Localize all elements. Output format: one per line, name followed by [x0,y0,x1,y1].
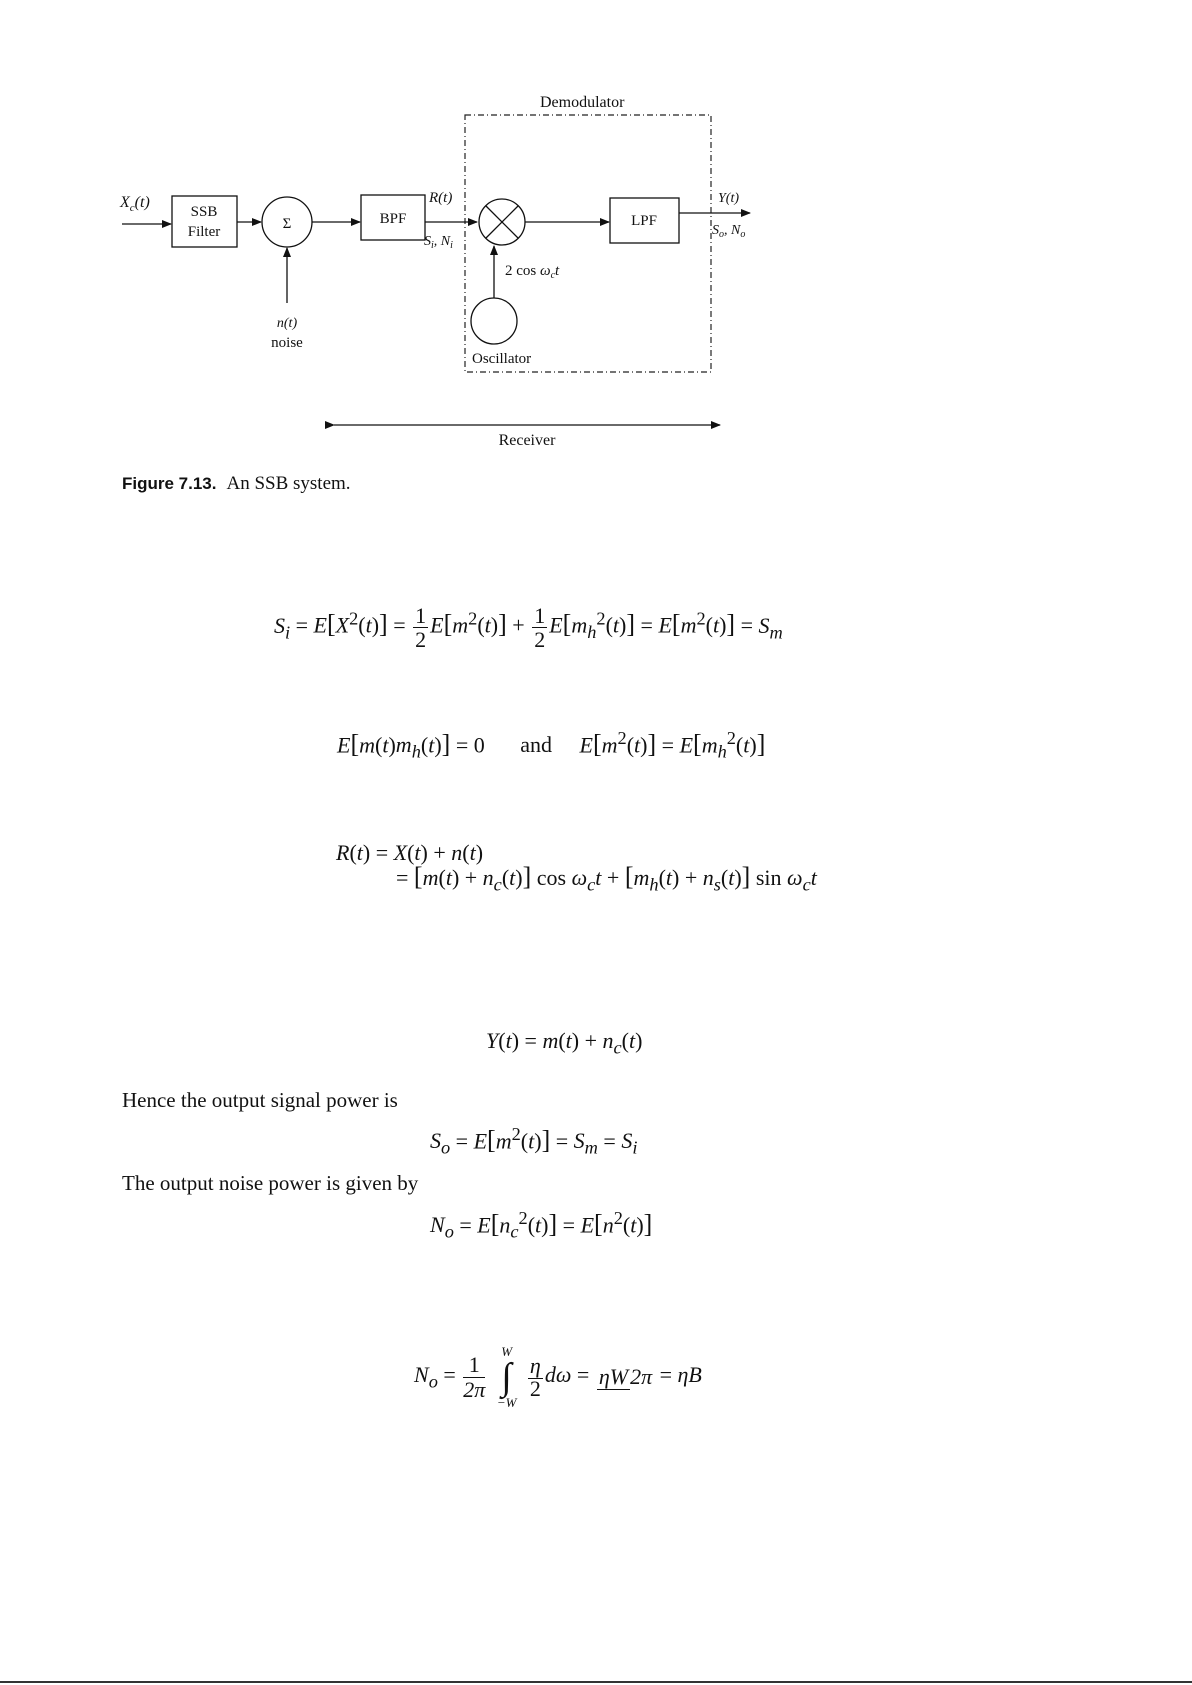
osc-signal-label: 2 $\cos \omega_ct$ [505,263,560,281]
equation-output: $Y(t) = m(t) + n_c(t)$ [486,1028,643,1058]
noise-label-1: n(t) [276,316,298,331]
equation-received-signal-1: R(t) = X(t) + n(t) [336,840,484,865]
demodulator-label: Demodulator [540,94,625,111]
y-label: Y(t) [718,191,739,206]
ssb-filter-label-1: SSB [190,204,218,220]
si-ni-label: $S_i$, $N_i$ [424,234,453,251]
receiver-label: Receiver [498,432,556,449]
oscillator-circle [471,298,517,344]
integral-prefactor-two-pi: 2π [463,1376,486,1402]
and-word: and [520,732,552,758]
oscillator-label: Oscillator [472,351,532,367]
equation-orthogonality: $E[m(t)m_h(t)] = 0$ and $E[m^2(t)] = E[m_h^2(t)]$ [337,728,766,762]
output-noise-intro: The output noise power is given by [122,1171,419,1195]
sum-symbol: Σ [282,216,292,232]
fraction-two-b: 2 [534,627,546,653]
input-label: $X_c(t)$ [120,194,150,214]
fraction-one: 1 [415,603,427,628]
fraction-two: 2 [415,627,427,653]
bpf-label: BPF [379,211,407,227]
integral-prefactor-one: 1 [463,1353,485,1377]
figure-caption [122,473,351,495]
caption-text: An SSB system. [226,473,351,494]
output-signal-intro: Hence the output signal power is [122,1088,398,1112]
eta-over-two-den: 2 [529,1376,541,1401]
so-no-label: $S_o$, $N_o$ [712,223,746,240]
equation-received-signal-2: = $[m(t) + n_c(t)]$ $\cos \omega_ct + [m_h(t) + n_s(t)]$ $\sin \omega_ct$ [396,862,817,895]
eta-w-den: 2π [630,1364,653,1390]
equation-output-noise-power: $N_o = E[n_c^2(t)] = E[n^2(t)]$ [430,1208,653,1242]
equation-input-signal-power: $S_i = E[X^2(t)]$ = $\frac{1}{2}$ $E[m^2(t)]$ + $\frac{1}{2}$ $E[m_h^2(t)] = E[m^2(t)] = S_m$ [274,603,783,653]
eta-over-two-num: η [529,1352,541,1378]
fraction-one-b: 1 [534,603,546,628]
ssb-filter-label-2: Filter [187,224,221,240]
r-label: R(t) [429,190,453,206]
eta-w-num: ηW [598,1364,629,1390]
integral-upper-limit: W [501,1344,513,1359]
equation-output-signal-power: $S_o = E[m^2(t)] = S_m = S_i$ [430,1124,638,1158]
ssb-system-diagram [0,0,1192,460]
page-bottom-rule [0,1681,1192,1683]
caption-number: Figure 7.13. [122,474,217,493]
equation-noise-integral: $N_o$ = $\frac{1}{2\pi}$ W ∫ −W $\frac{\eta}{2}$ dω = ηW2π = ηB [414,1344,702,1410]
lpf-label: LPF [631,213,657,229]
noise-label-2: noise [271,335,303,351]
integral-sign: W ∫ −W [496,1344,517,1410]
integral-lower-limit: −W [496,1395,517,1410]
